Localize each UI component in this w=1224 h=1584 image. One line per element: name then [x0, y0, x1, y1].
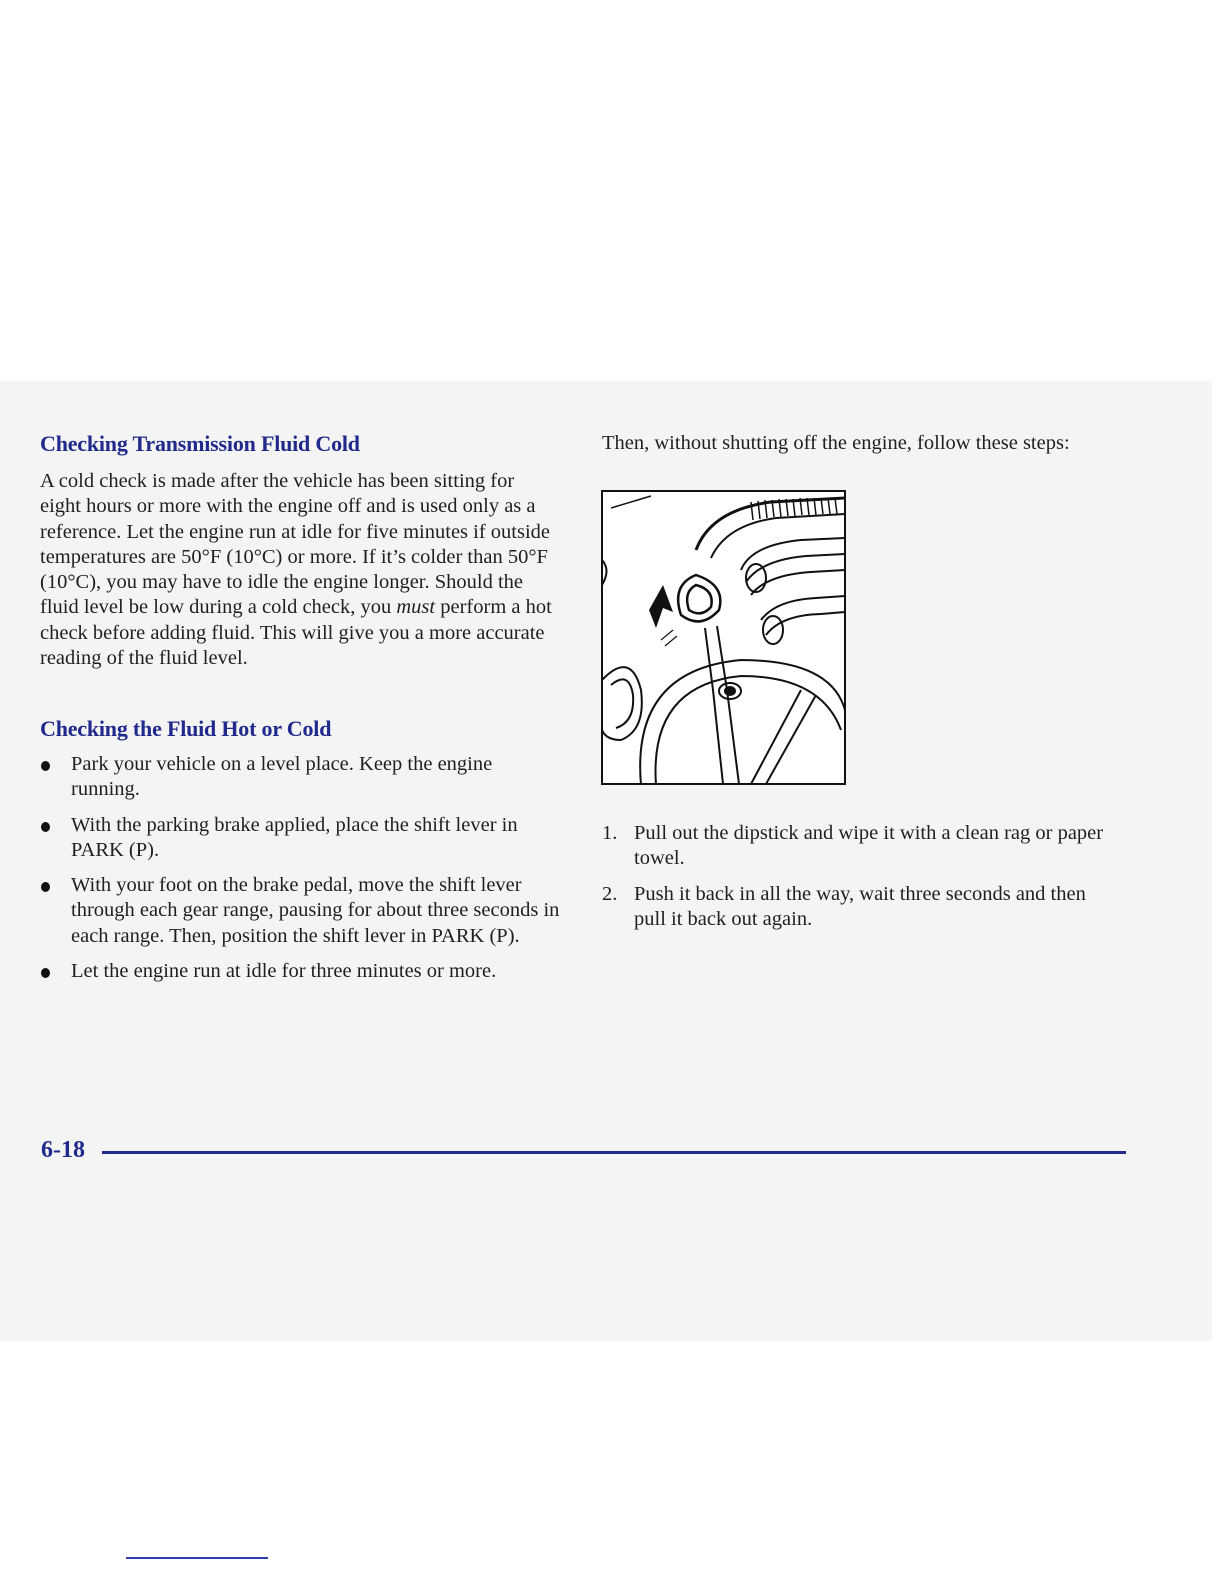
list-item — [40, 752, 560, 803]
section-heading-hot-or-cold: Checking the Fluid Hot or Cold — [40, 716, 332, 741]
bullet-text: Park your vehicle on a level place. Keep the engine running. — [71, 753, 493, 801]
bottom-divider — [126, 1557, 268, 1559]
bullet-icon — [41, 822, 50, 832]
cold-check-text-start: A cold check is made after the vehicle has been sitting for eight hours or more with the engine off and is used only as a reference. Let the engine run at idle for five minutes if outside temperatures are 50°F (10°C) or more. If it’s colder than 50°F (10°C), you may have to idle the engine longer. Should the fluid level be low during a cold check, you — [40, 470, 551, 619]
step-text: Push it back in all the way, wait three seconds and then pull it back out again. — [634, 882, 1086, 930]
bullet-text: Let the engine run at idle for three minutes or more. — [71, 960, 497, 983]
procedure-bullet-list — [40, 752, 560, 994]
step-number: 2. — [602, 882, 618, 905]
bullet-text: With your foot on the brake pedal, move the shift lever through each gear range, pausing for about three seconds in each range. Then, position the shift lever in PARK (P). — [71, 874, 560, 947]
list-item — [40, 873, 560, 949]
step-number: 1. — [602, 822, 618, 844]
list-item — [602, 821, 1122, 872]
page-number: 6-18 — [41, 1137, 85, 1163]
emphasis-must: must — [396, 596, 436, 619]
transmission-dipstick-illustration — [601, 490, 846, 785]
bullet-icon — [41, 882, 50, 892]
steps-intro: Then, without shutting off the engine, follow these steps: — [602, 432, 1070, 454]
footer-divider — [102, 1151, 1126, 1154]
list-item — [40, 813, 560, 864]
numbered-steps-list — [602, 821, 1122, 942]
bullet-icon — [41, 761, 50, 771]
bullet-icon — [41, 968, 50, 978]
cold-check-text-end: perform a hot check before adding fluid. This will give you a more accurate reading of the fluid level. — [40, 596, 552, 670]
section-heading-cold-check: Checking Transmission Fluid Cold — [40, 431, 360, 456]
list-item — [40, 959, 560, 984]
cold-check-paragraph — [40, 469, 555, 671]
bullet-text: With the parking brake applied, place the shift lever in PARK (P). — [71, 813, 518, 861]
list-item — [602, 882, 1122, 933]
step-text: Pull out the dipstick and wipe it with a clean rag or paper towel. — [634, 822, 1104, 870]
